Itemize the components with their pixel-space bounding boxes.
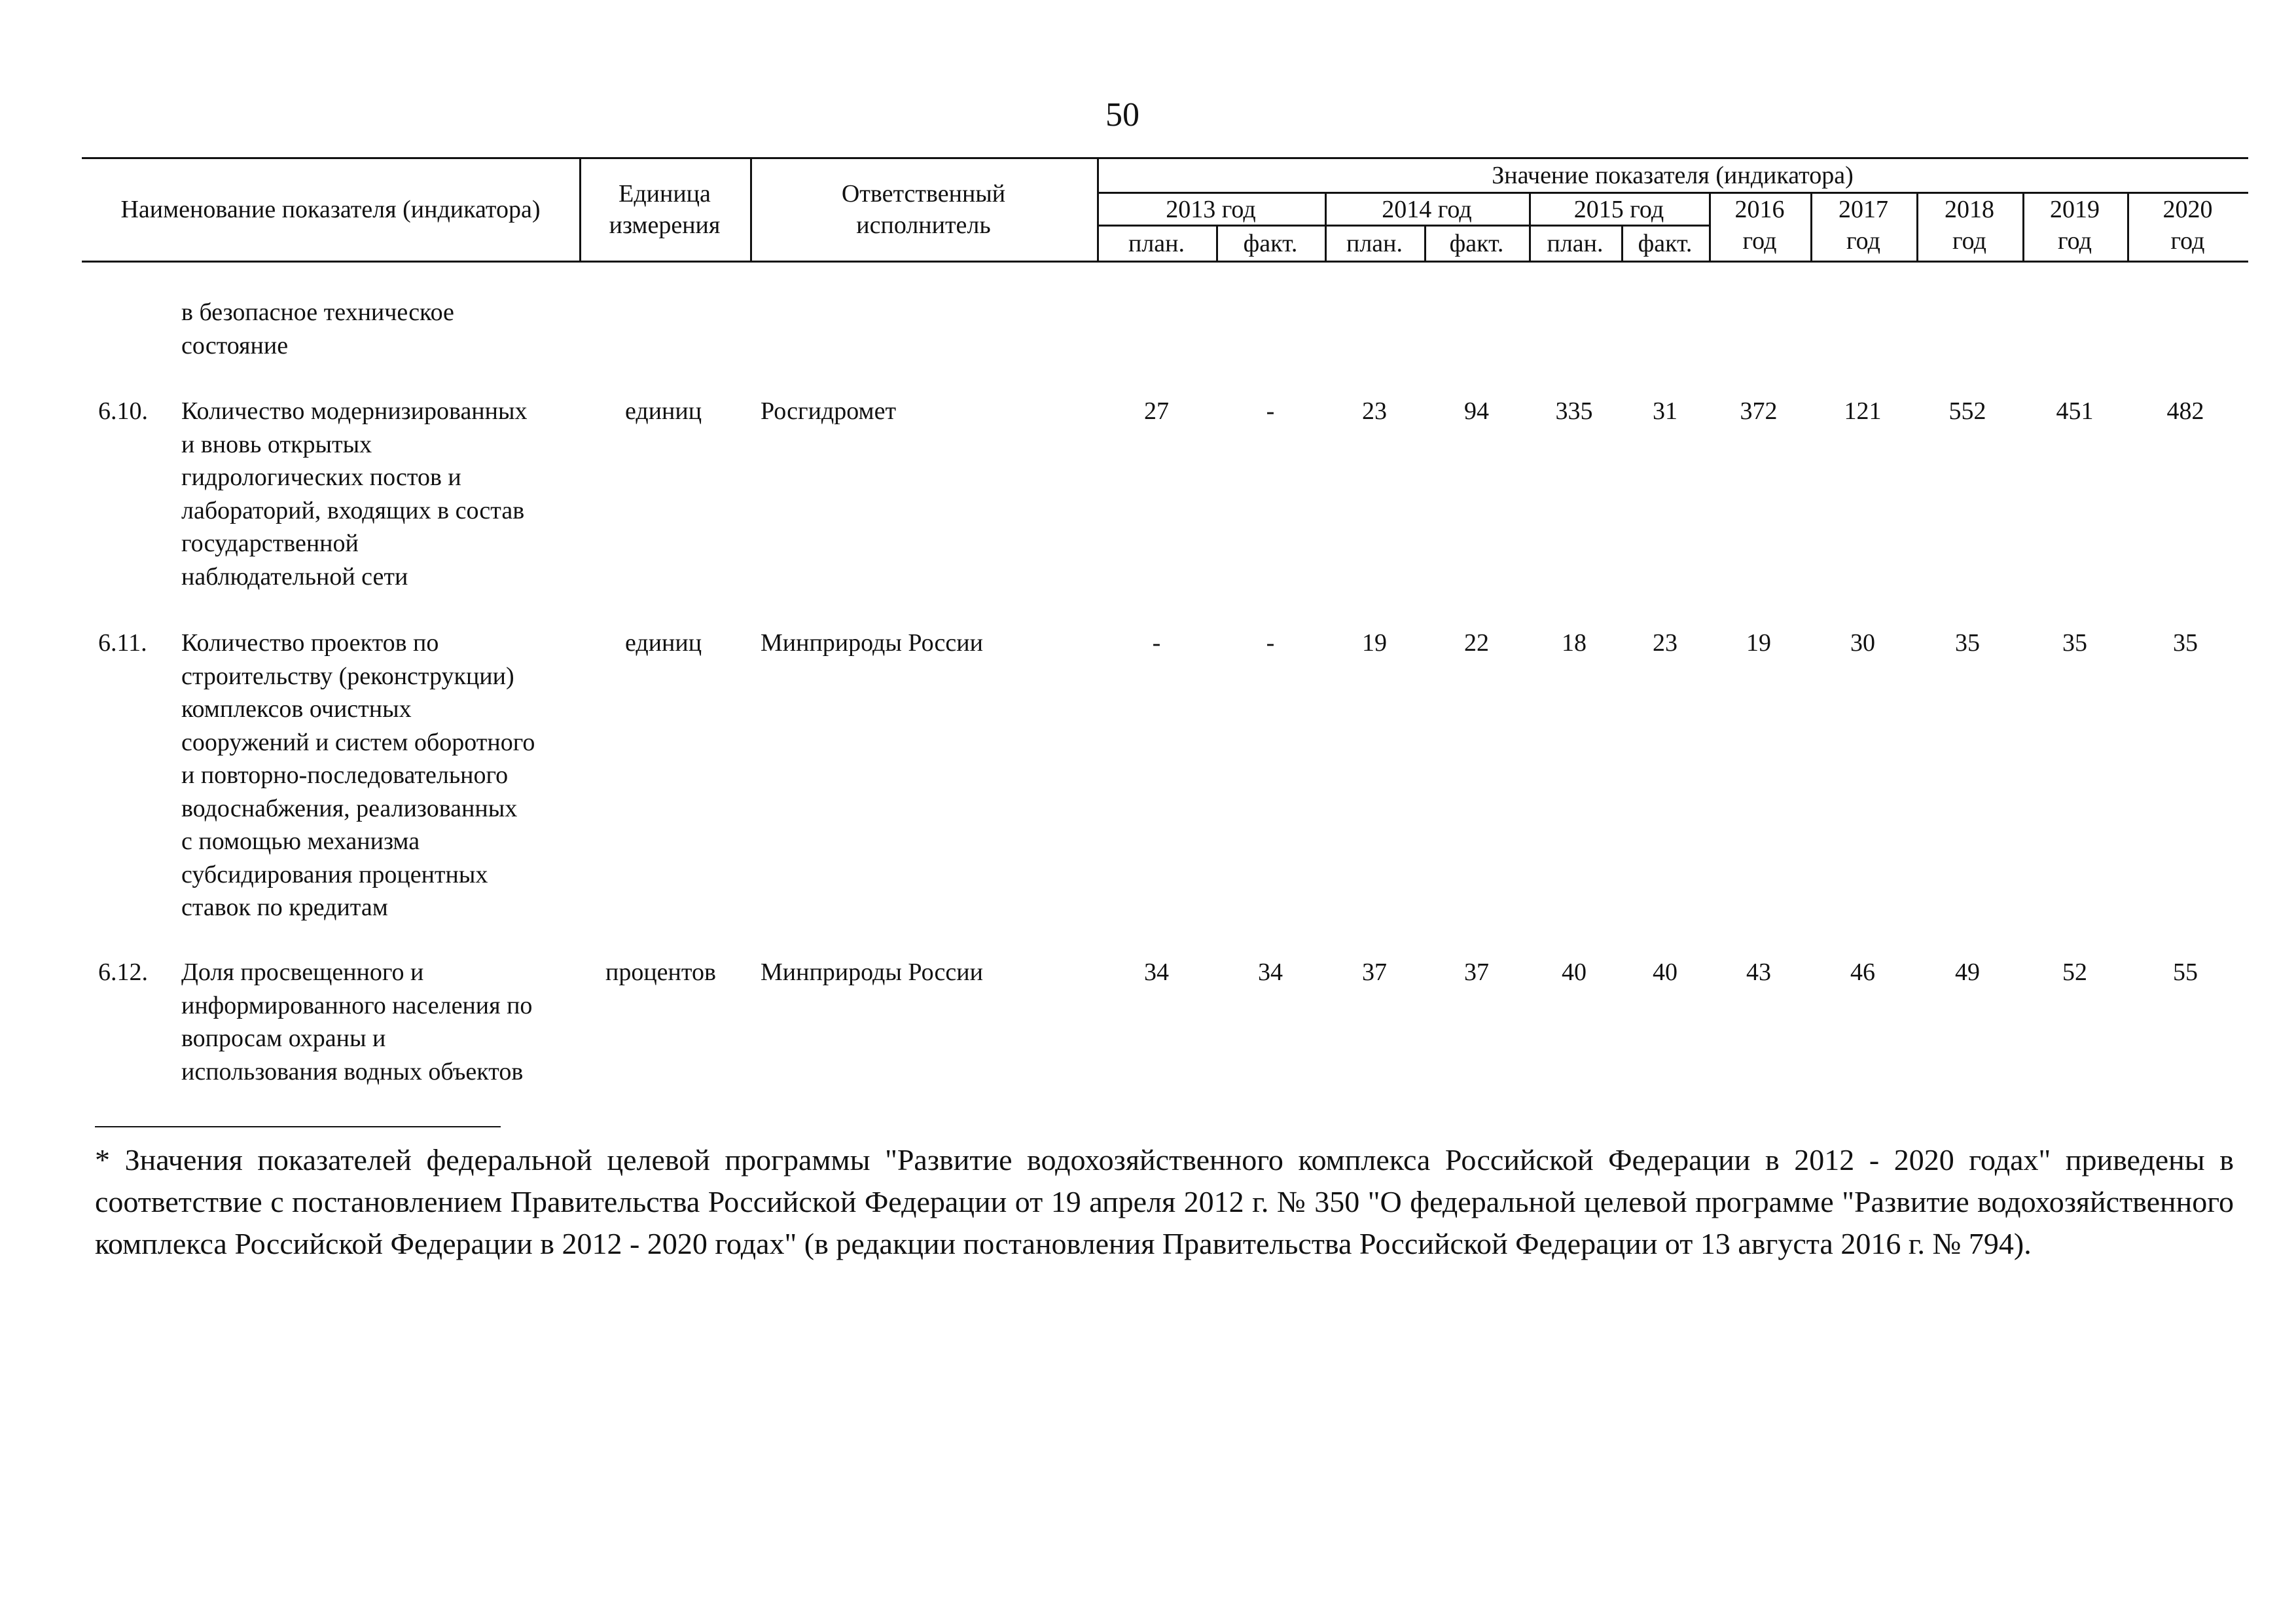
value-2020: 35 <box>2173 629 2198 657</box>
value-2013-plan: 34 <box>1144 958 1169 986</box>
indicator-name-line: лабораторий, входящих в состав <box>181 496 525 524</box>
header-name-column: Наименование показателя (индикатора) <box>120 196 541 223</box>
header-year-label: 2020 <box>2162 196 2213 223</box>
value-2019: 35 <box>2062 629 2087 657</box>
header-year-sub: год <box>1952 227 1986 255</box>
header-year-sub: год <box>2058 227 2092 255</box>
value-2013-fact: - <box>1266 397 1275 425</box>
indicator-name-line: использования водных объектов <box>181 1057 524 1085</box>
header-plan-2014: план. <box>1346 230 1403 257</box>
value-2014-plan: 19 <box>1362 629 1387 657</box>
value-2016: 19 <box>1746 629 1771 657</box>
indicator-name-line: строительству (реконструкции) <box>181 662 514 690</box>
row-indicator-name <box>181 956 532 1088</box>
value-2014-fact: 22 <box>1464 629 1489 657</box>
indicator-name-line: сооружений и систем оборотного <box>181 728 535 756</box>
header-unit-column <box>579 178 750 241</box>
header-year-2015: 2015 год <box>1573 196 1664 223</box>
value-2015-plan: 40 <box>1562 958 1587 986</box>
indicator-name-line: гидрологических постов и <box>181 464 461 491</box>
table-header-bottom-rule <box>82 261 2248 263</box>
header-values-group: Значение показателя (индикатора) <box>1492 162 1854 189</box>
header-year-label: 2017 <box>1839 196 1888 223</box>
value-2016: 372 <box>1740 397 1778 425</box>
page-number: 50 <box>1105 96 1139 134</box>
indicator-name-line: с помощью механизма <box>181 828 420 855</box>
header-plan-2013: план. <box>1128 230 1185 257</box>
indicator-name-line: Количество проектов по <box>181 629 439 657</box>
row-number: 6.10. <box>98 397 148 425</box>
value-2018: 49 <box>1955 958 1980 986</box>
row-unit: процентов <box>605 958 716 986</box>
header-year-2020 <box>2127 194 2248 257</box>
header-year-2019 <box>2022 194 2127 257</box>
indicator-name-line: и повторно-последовательного <box>181 761 509 789</box>
header-unit-line: Единица <box>619 180 711 208</box>
row-unit: единиц <box>625 397 702 425</box>
value-2015-fact: 23 <box>1653 629 1677 657</box>
value-2019: 451 <box>2056 397 2094 425</box>
header-year-label: 2016 <box>1734 196 1785 223</box>
header-year-2017 <box>1810 194 1916 257</box>
value-2020: 55 <box>2173 958 2198 986</box>
header-year-2013: 2013 год <box>1166 196 1256 223</box>
indicator-name-line: и вновь открытых <box>181 430 372 458</box>
indicator-name-line: водоснабжения, реализованных <box>181 794 518 822</box>
row-number: 6.11. <box>98 629 147 657</box>
value-2014-plan: 37 <box>1362 958 1387 986</box>
value-2018: 35 <box>1955 629 1980 657</box>
header-year-sub: год <box>1742 227 1777 255</box>
header-year-label: 2019 <box>2050 196 2100 223</box>
header-fact-2015: факт. <box>1638 230 1693 257</box>
value-2014-plan: 23 <box>1362 397 1387 425</box>
row-unit: единиц <box>625 629 702 657</box>
table-top-rule <box>82 157 2248 159</box>
value-2014-fact: 37 <box>1464 958 1489 986</box>
header-year-label: 2018 <box>1945 196 1994 223</box>
indicator-name-line: наблюдательной сети <box>181 562 408 591</box>
value-2015-plan: 18 <box>1562 629 1587 657</box>
header-executor-line: исполнитель <box>856 211 991 239</box>
header-plan-2015: план. <box>1547 230 1604 257</box>
indicator-name-line: Доля просвещенного и <box>181 958 424 986</box>
indicator-name-line: Количество модернизированных <box>181 397 528 425</box>
value-2017: 30 <box>1850 629 1875 657</box>
indicator-name-line: государственной <box>181 530 359 557</box>
footnote: * Значения показателей федеральной целевой программы "Развитие водохозяйственного комплекса Российской Федерации в 2012 - 2020 годах" приведены в соответствие с постановлением Правительства Российской Федерации от 19 апреля 2012 г. № 350 "О федеральной целевой программе "Развитие водохозяйственного комплекса Российской Федерации в 2012 - 2020 годах" (в редакции постановления Правительства Российской Федерации от 13 августа 2016 г. № 794). <box>95 1143 2234 1260</box>
value-2015-plan: 335 <box>1555 397 1593 425</box>
header-fact-2014: факт. <box>1449 230 1504 257</box>
value-2020: 482 <box>2166 397 2204 425</box>
continuation-text <box>181 296 454 362</box>
row-number: 6.12. <box>98 958 148 986</box>
value-2013-fact: - <box>1266 629 1275 657</box>
value-2015-fact: 31 <box>1653 397 1677 425</box>
indicator-name-line: информированного населения по <box>181 991 533 1019</box>
value-2019: 52 <box>2062 958 2087 986</box>
header-year-sub: год <box>1846 227 1880 255</box>
header-unit-line: измерения <box>609 211 721 239</box>
value-2013-fact: 34 <box>1258 958 1283 986</box>
indicator-name-line: субсидирования процентных <box>181 860 488 888</box>
header-year-2018 <box>1916 194 2022 257</box>
indicator-name-line: ставок по кредитам <box>181 894 388 921</box>
value-2017: 46 <box>1850 958 1875 986</box>
row-executor: Минприроды России <box>761 629 983 657</box>
value-2013-plan: - <box>1152 629 1161 657</box>
row-executor: Минприроды России <box>761 958 983 986</box>
header-executor-line: Ответственный <box>841 180 1006 208</box>
row-indicator-name <box>181 627 535 924</box>
value-2016: 43 <box>1746 958 1771 986</box>
row-executor: Росгидромет <box>761 397 897 425</box>
value-2014-fact: 94 <box>1464 397 1489 425</box>
value-2013-plan: 27 <box>1144 397 1169 425</box>
row-indicator-name <box>181 395 528 593</box>
indicator-name-line: вопросам охраны и <box>181 1025 386 1052</box>
footnote-separator <box>95 1126 501 1127</box>
value-2017: 121 <box>1844 397 1882 425</box>
value-2018: 552 <box>1948 397 1986 425</box>
header-fact-2013: факт. <box>1243 230 1298 257</box>
continuation-line: состояние <box>181 331 289 359</box>
value-2015-fact: 40 <box>1653 958 1677 986</box>
indicator-name-line: комплексов очистных <box>181 695 412 723</box>
header-year-2016 <box>1709 194 1810 257</box>
header-executor-column <box>750 178 1097 241</box>
header-year-2014: 2014 год <box>1382 196 1472 223</box>
header-year-sub: год <box>2170 227 2205 255</box>
continuation-line: в безопасное техническое <box>181 299 454 326</box>
